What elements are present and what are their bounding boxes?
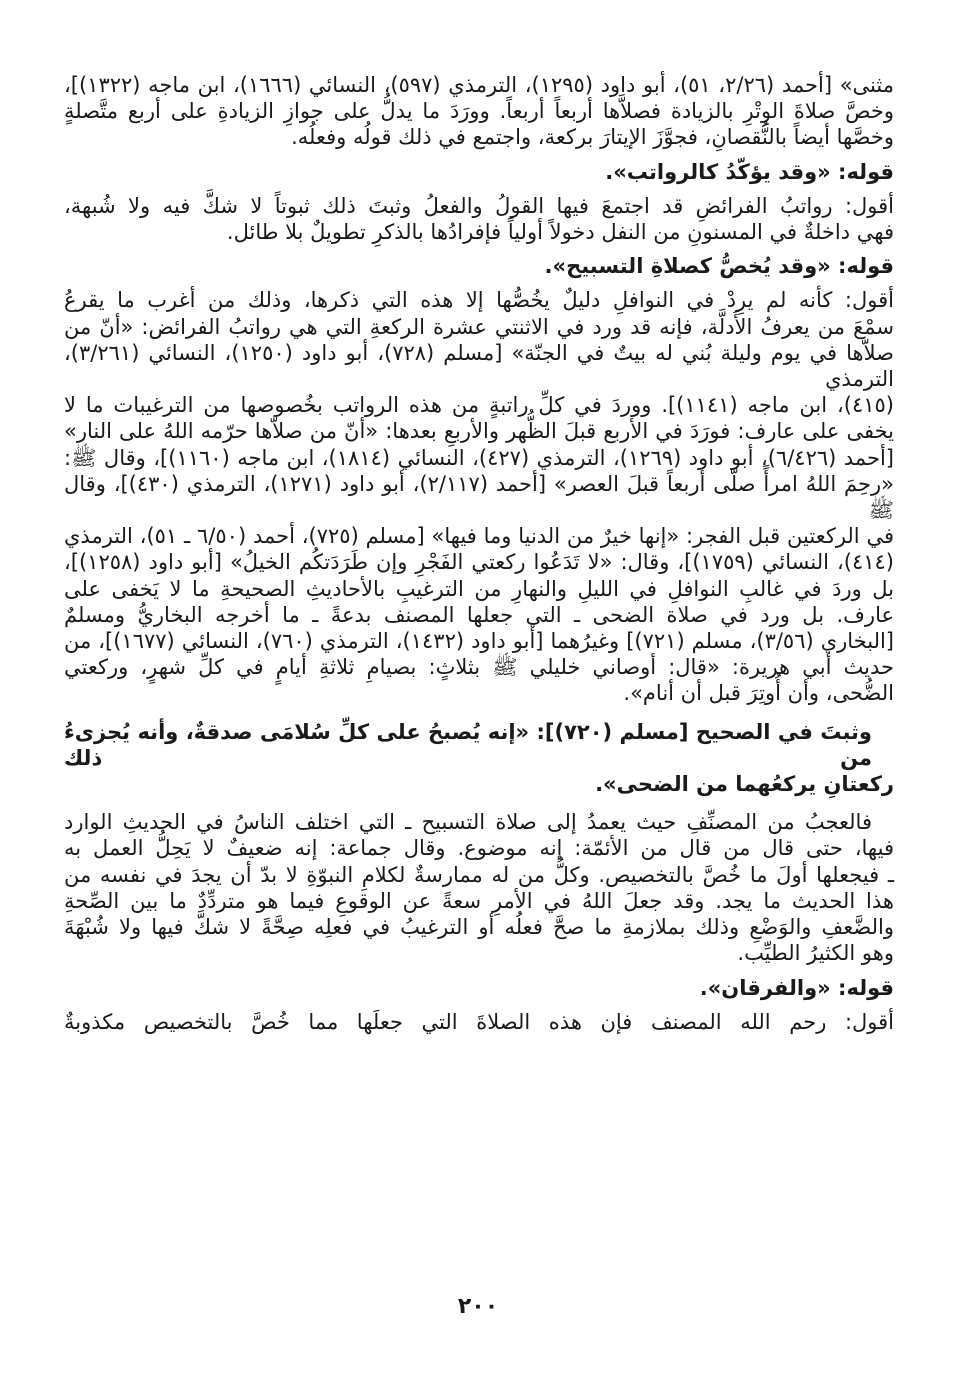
text-line: فيها، حتى قال من قال من الأئمّة: إنه موضوع. وقال جماعة: إنه ضعيفٌ لا يَحِلُّ العمل به — [64, 836, 894, 861]
paragraph-5 — [64, 287, 894, 706]
paragraph-7 — [64, 809, 894, 966]
text-line: قوله: «وقد يُخصُّ كصلاةِ التسبيح». — [544, 254, 894, 279]
heading-qawluhu-1 — [64, 159, 894, 185]
text-line: قوله: «والفرقان». — [699, 975, 894, 1000]
text-line: والضَّعفِ والوَضْعِ وذلك بملازمةِ ما صحَّ فعلُه أو الترغيبُ في فعلِه صِحَّةً لا شكَّ فيها ولا شُبْهَةَ — [64, 915, 894, 940]
paragraph-1 — [64, 72, 894, 151]
text-line: قوله: «وقد يؤكّدُ كالرواتب». — [605, 159, 894, 184]
paragraph-3 — [64, 193, 894, 245]
text-line: أقول: رحم الله المصنف فإن هذه الصلاةَ التي جعلَها مما خُصَّ بالتخصيص مكذوبةٌ — [64, 1009, 894, 1034]
text-line: هذا الحديث ما يجد. وقد جعلَ اللهُ في الأمرِ سعةً عن الوقوعِ فيما هو متردِّدٌ ما بين الصِّحةِ — [64, 888, 894, 913]
text-line: وخصَّها أيضاً بالنُّقصانِ، فجوَّزَ الإيتارَ بركعة، واجتمع في ذلك قولُه وفعلُه. — [291, 125, 894, 150]
page-number: ٢٠٠ — [457, 1294, 499, 1319]
text-line: (٤١٥)، ابن ماجه (١١٤١)]. ووردَ في كلِّ راتبةٍ من هذه الرواتب بخُصوصها من الترغيبات ما لا — [64, 393, 894, 418]
text-line: أقول: كأنه لم يرِدْ في النوافلِ دليلٌ يخُصُّها إلا هذه التي ذكرها، وذلك من أغرب ما يقرعُ — [64, 288, 894, 313]
text-line: وهو الكثيرُ الطيِّب. — [737, 941, 894, 966]
paragraph-9 — [64, 1009, 894, 1035]
document-body — [64, 72, 894, 1035]
text-line: حديث أبي هريرة: «قال: أوصاني خليلي ﷺ بثلاثٍ: بصيامِ ثلاثةِ أيامٍ في كلِّ شهرٍ، وركعتي — [64, 655, 894, 680]
text-line: ركعتانِ يركعُهما من الضحى». — [595, 772, 894, 797]
text-line: وخصَّ صلاةَ الوِتْرِ بالزيادة فصلاَّها أربعاً أربعاً. وورَدَ ما يدلُّ على جوازِ الزيادةِ على أربع متَّصلةٍ — [64, 99, 894, 124]
text-line: مثنى» [أحمد (٢/٢٦، ٥١)، أبو داود (١٢٩٥)، الترمذي (٥٩٧)، النسائي (١٦٦٦)، ابن ماجه (١٣٢٢)]، — [64, 73, 894, 97]
text-line: [البخاري (٣/٥٦)، مسلم (٧٢١)] وغيرُهما [أبو داود (١٤٣٢)، الترمذي (٧٦٠)، النسائي (١٦٧٧)]، من — [64, 629, 894, 654]
text-line: فالعجبُ من المصنِّفِ حيث يعمدُ إلى صلاة التسبيح ـ التي اختلف الناسُ في الحديثِ الوارد — [64, 810, 872, 835]
text-line: الضُّحى، وأن أُوتِرَ قبل أن أنام». — [623, 681, 894, 706]
text-line: صلاّها في يوم وليلة بُني له بيتٌ في الجنّة» [مسلم (٧٢٨)، أبو داود (١٢٥٠)، النسائي (٣/٢٦١)، الترمذي — [64, 340, 894, 392]
text-line: ـ فيجعلها أولَ ما خُصَّ بالتخصيص. وكلُّ من له ممارسةٌ لكلامِ النبوّةِ لا بدّ أن يجدَ في نفسه من — [64, 862, 894, 887]
text-line: فهي داخلةٌ في المسنونِ من النفل دخولاً أولياً فإفرادُها بالذكرِ تطويلٌ بلا طائل. — [226, 220, 894, 245]
text-line: عارف. بل ورد في صلاة الضحى ـ التي جعلها المصنف بدعةً ـ ما أخرجه البخاريُّ ومسلمٌ — [64, 602, 894, 627]
text-line: «رحِمَ اللهُ امرأً صلّى أربعاً قبلَ العصر» [أحمد (٢/١١٧)، أبو داود (١٢٧١)، الترمذي (٤٣٠)]، وقال ﷺ — [64, 471, 894, 523]
text-line: بل وردَ في غالبِ النوافلِ في الليلِ والنهارِ من الترغيبِ بالأحاديثِ الصحيحةِ ما لا يَخفى على — [64, 576, 894, 601]
text-line: أقول: رواتبُ الفرائضِ قد اجتمعَ فيها القولُ والفعلُ وثبتَ ذلك ثبوتاً لا شكَّ فيه ولا شُبهة، — [64, 193, 894, 218]
text-line: في الركعتين قبل الفجر: «إنها خيرٌ من الدنيا وما فيها» [مسلم (٧٢٥)، أحمد (٦/٥٠ ـ ٥١)، الترمذي — [64, 524, 894, 549]
text-line: وثبتَ في الصحيح [مسلم (٧٢٠)]: «إنه يُصبحُ على كلِّ سُلامَى صدقةٌ، وأنه يُجزىءُ من ذلك — [64, 719, 872, 770]
text-line: يخفى على عارف: فورَدَ في الأربع قبلَ الظُّهر والأربعِ بعدها: «أنّ من صلاّها حرّمه اللهُ على النار» — [64, 419, 894, 444]
text-line: [أحمد (٦/٤٢٦)، أبو داود (١٢٦٩)، الترمذي (٤٢٧)، النسائي (١٨١٤)، ابن ماجه (١١٦٠)]، وقال ﷺ: — [64, 445, 894, 470]
text-line: (٤١٤)، النسائي (١٧٥٩)]، وقال: «لا تَدَعُوا ركعتي الفَجْرِ وإن طَرَدَتكُم الخيلُ» [أبو داود (١٢٥٨)]، — [64, 550, 894, 575]
heading-qawluhu-2 — [64, 253, 894, 279]
text-line: سمْعَ من يعرفُ الأَدلَّة، فإنه قد ورد في الاثنتي عشرة الركعةِ التي هي رواتبُ الفرائض: «أنّ من — [64, 314, 894, 339]
heading-qawluhu-3 — [64, 975, 894, 1001]
paragraph-6 — [64, 719, 894, 798]
